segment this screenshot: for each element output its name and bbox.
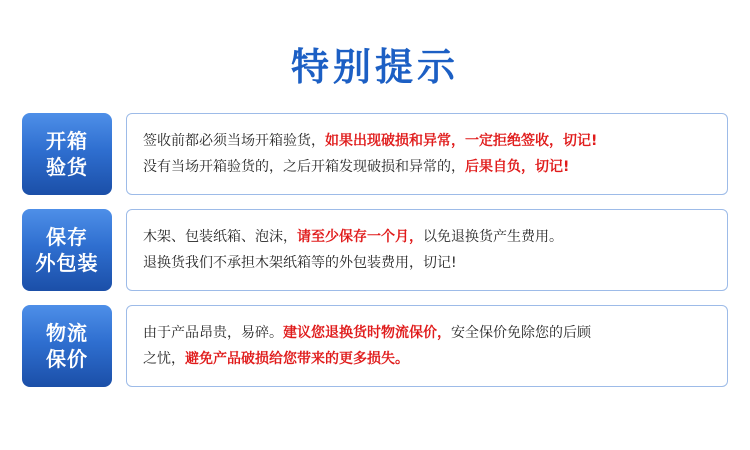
text-segment-highlight: 如果出现破损和异常，一定拒绝签收，切记! bbox=[325, 133, 598, 149]
badge-line-2: 验货 bbox=[46, 155, 88, 179]
badge-line-1: 保存 bbox=[46, 225, 88, 249]
notice-line bbox=[143, 250, 711, 276]
badge-unboxing bbox=[22, 113, 112, 195]
badge-line-1: 物流 bbox=[46, 321, 88, 345]
text-segment: 签收前都必须当场开箱验货， bbox=[143, 133, 325, 149]
text-segment-highlight: 后果自负，切记! bbox=[465, 159, 570, 175]
notice-line bbox=[143, 154, 711, 180]
notice-row-insurance bbox=[22, 305, 728, 387]
badge-line-2: 保价 bbox=[46, 347, 88, 371]
text-segment: 以免退换货产生费用。 bbox=[423, 229, 563, 245]
text-segment-highlight: 请至少保存一个月， bbox=[297, 229, 423, 245]
text-segment: 木架、包装纸箱、泡沫， bbox=[143, 229, 297, 245]
notice-content-insurance bbox=[126, 305, 728, 387]
notice-line bbox=[143, 346, 711, 372]
notice-line bbox=[143, 128, 711, 154]
text-segment-highlight: 避免产品破损给您带来的更多损失。 bbox=[185, 351, 409, 367]
badge-insurance bbox=[22, 305, 112, 387]
text-segment: 之忧， bbox=[143, 351, 185, 367]
badge-packaging bbox=[22, 209, 112, 291]
notice-list bbox=[0, 113, 750, 387]
notice-content-unboxing bbox=[126, 113, 728, 195]
text-segment-highlight: 建议您退换货时物流保价， bbox=[283, 325, 451, 341]
notice-line bbox=[143, 224, 711, 250]
notice-content-packaging bbox=[126, 209, 728, 291]
text-segment: 没有当场开箱验货的，之后开箱发现破损和异常的， bbox=[143, 159, 465, 175]
badge-line-1: 开箱 bbox=[46, 129, 88, 153]
notice-row-unboxing bbox=[22, 113, 728, 195]
notice-row-packaging bbox=[22, 209, 728, 291]
text-segment: 安全保价免除您的后顾 bbox=[451, 325, 591, 341]
text-segment: 由于产品昂贵，易碎。 bbox=[143, 325, 283, 341]
text-segment: 退换货我们不承担木架纸箱等的外包装费用，切记! bbox=[143, 255, 457, 271]
page-title: 特别提示 bbox=[290, 45, 459, 89]
notice-line bbox=[143, 320, 711, 346]
badge-line-2: 外包装 bbox=[35, 251, 99, 275]
